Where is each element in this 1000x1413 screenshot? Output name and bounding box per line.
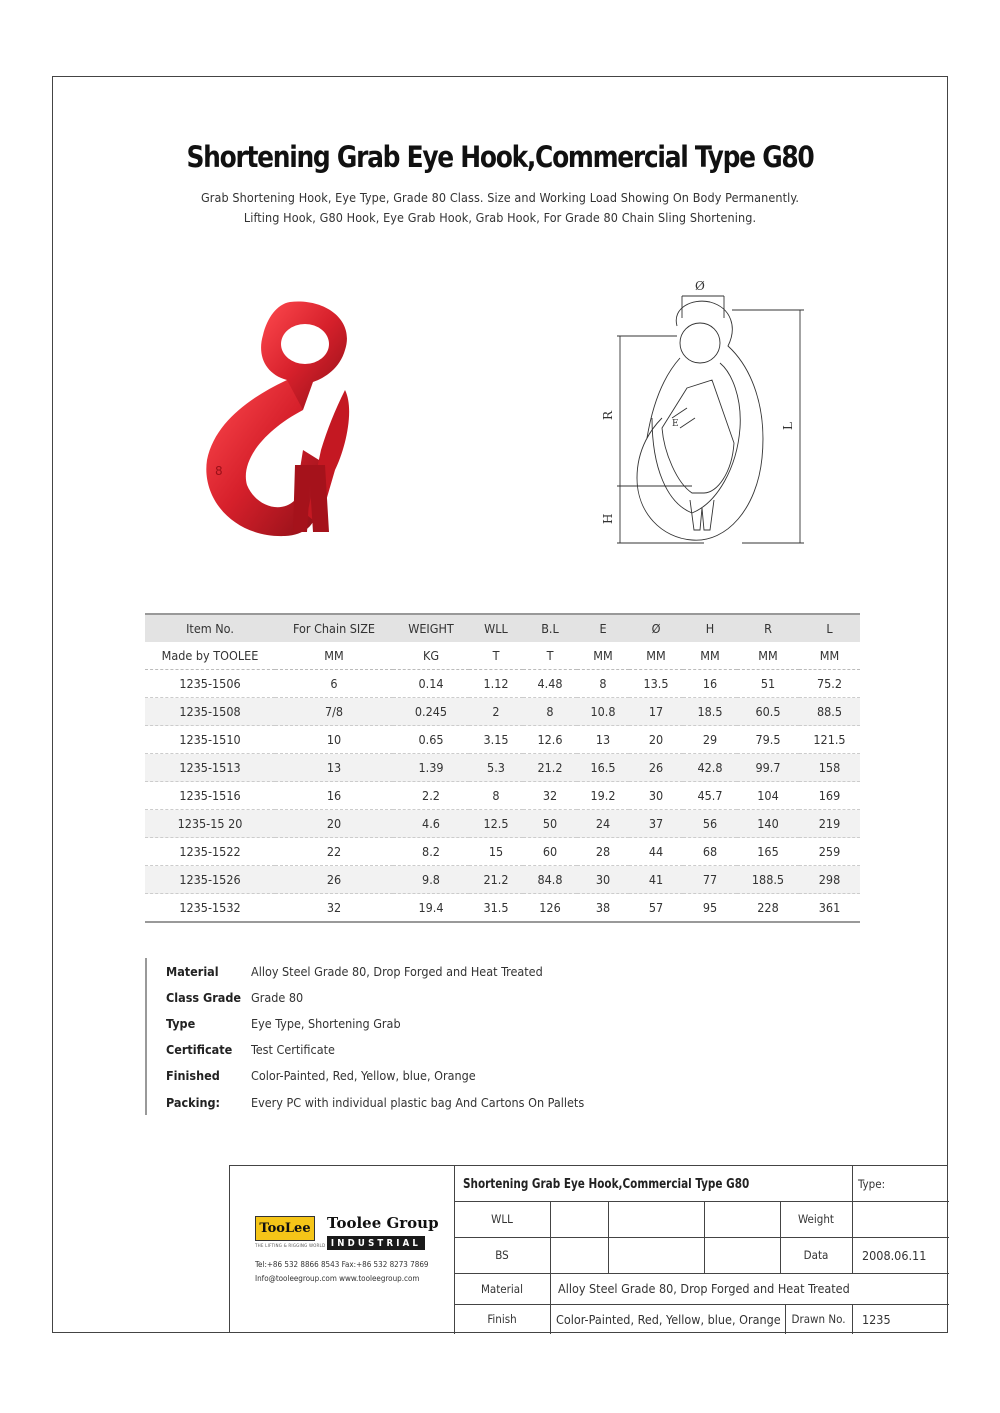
page-title: Shortening Grab Eye Hook,Commercial Type G80 — [186, 140, 814, 174]
table-cell: 8 — [469, 782, 523, 810]
table-cell: 158 — [799, 754, 860, 782]
table-cell: 7/8 — [275, 698, 393, 726]
property-value: Eye Type, Shortening Grab — [251, 1015, 401, 1031]
table-cell: 50 — [523, 810, 577, 838]
table-cell: 140 — [737, 810, 799, 838]
property-row — [166, 958, 666, 984]
table-cell: 19.2 — [577, 782, 629, 810]
unit-cell: MM — [737, 642, 799, 670]
table-cell: 18.5 — [683, 698, 737, 726]
table-row — [145, 810, 860, 838]
tb-finish-label: Finish — [487, 1312, 517, 1326]
table-cell: 57 — [629, 894, 683, 923]
table-cell: 41 — [629, 866, 683, 894]
table-cell: 44 — [629, 838, 683, 866]
table-cell: 121.5 — [799, 726, 860, 754]
tb-wll-label: WLL — [491, 1212, 513, 1226]
table-cell: 13.5 — [629, 670, 683, 698]
unit-cell: MM — [799, 642, 860, 670]
label-H: H — [601, 513, 615, 524]
header-cell: Ø — [629, 614, 683, 642]
table-units-row — [145, 642, 860, 670]
table-cell: 60.5 — [737, 698, 799, 726]
hook-photo — [195, 300, 395, 540]
photo-mark: 8 — [215, 464, 223, 478]
property-value: Every PC with individual plastic bag And Cartons On Pallets — [251, 1094, 585, 1110]
table-cell: 13 — [577, 726, 629, 754]
table-cell: 1235-1513 — [145, 754, 275, 782]
unit-cell: MM — [629, 642, 683, 670]
unit-cell: T — [469, 642, 523, 670]
property-value: Test Certificate — [251, 1042, 335, 1058]
properties-list — [145, 958, 666, 1115]
table-cell: 104 — [737, 782, 799, 810]
property-key: Type — [166, 1015, 196, 1031]
table-cell: 45.7 — [683, 782, 737, 810]
table-cell: 4.48 — [523, 670, 577, 698]
table-cell: 12.5 — [469, 810, 523, 838]
header-cell: R — [737, 614, 799, 642]
table-cell: 165 — [737, 838, 799, 866]
table-cell: 259 — [799, 838, 860, 866]
table-cell: 1235-1532 — [145, 894, 275, 923]
table-cell: 1235-1506 — [145, 670, 275, 698]
table-cell: 1235-1508 — [145, 698, 275, 726]
table-cell: 0.65 — [393, 726, 469, 754]
property-value: Grade 80 — [251, 989, 304, 1005]
table-cell: 3.15 — [469, 726, 523, 754]
contact-web: Info@tooleegroup.com www.tooleegroup.com — [255, 1274, 420, 1283]
table-cell: 84.8 — [523, 866, 577, 894]
header-cell: For Chain SIZE — [275, 614, 393, 642]
property-key: Material — [166, 963, 219, 979]
table-header-row — [145, 614, 860, 642]
table-cell: 8 — [523, 698, 577, 726]
tb-type-label: Type: — [858, 1176, 886, 1191]
table-cell: 0.245 — [393, 698, 469, 726]
table-cell: 24 — [577, 810, 629, 838]
property-row — [166, 1037, 666, 1063]
table-cell: 29 — [683, 726, 737, 754]
property-key: Certificate — [166, 1042, 233, 1058]
table-cell: 22 — [275, 838, 393, 866]
label-diameter: Ø — [695, 279, 705, 293]
table-cell: 30 — [577, 866, 629, 894]
header-cell: H — [683, 614, 737, 642]
table-row — [145, 838, 860, 866]
table-cell: 77 — [683, 866, 737, 894]
table-cell: 2 — [469, 698, 523, 726]
table-cell: 10 — [275, 726, 393, 754]
title-block — [229, 1165, 948, 1333]
table-cell: 20 — [275, 810, 393, 838]
tb-bs-label: BS — [495, 1248, 509, 1262]
table-cell: 95 — [683, 894, 737, 923]
unit-cell: T — [523, 642, 577, 670]
table-row — [145, 726, 860, 754]
property-key: Class Grade — [166, 989, 242, 1005]
table-cell: 30 — [629, 782, 683, 810]
property-row — [166, 1010, 666, 1036]
table-cell: 228 — [737, 894, 799, 923]
company-subtitle: INDUSTRIAL — [327, 1236, 425, 1250]
table-cell: 17 — [629, 698, 683, 726]
table-cell: 38 — [577, 894, 629, 923]
table-cell: 1235-1522 — [145, 838, 275, 866]
tb-date-value: 2008.06.11 — [862, 1247, 927, 1263]
table-cell: 60 — [523, 838, 577, 866]
tb-material-label: Material — [480, 1281, 524, 1296]
table-cell: 188.5 — [737, 866, 799, 894]
table-cell: 8.2 — [393, 838, 469, 866]
table-row — [145, 698, 860, 726]
table-cell: 9.8 — [393, 866, 469, 894]
table-row — [145, 670, 860, 698]
table-cell: 20 — [629, 726, 683, 754]
table-cell: 16 — [275, 782, 393, 810]
table-cell: 19.4 — [393, 894, 469, 923]
tb-finish-value: Color-Painted, Red, Yellow, blue, Orange — [556, 1311, 781, 1327]
table-cell: 16.5 — [577, 754, 629, 782]
table-cell: 1235-15 20 — [145, 810, 275, 838]
table-cell: 32 — [523, 782, 577, 810]
table-cell: 1235-1516 — [145, 782, 275, 810]
unit-cell: MM — [275, 642, 393, 670]
table-cell: 21.2 — [523, 754, 577, 782]
property-key: Packing: — [166, 1094, 221, 1110]
unit-cell: MM — [577, 642, 629, 670]
table-cell: 6 — [275, 670, 393, 698]
toolee-logo: TooLee — [255, 1216, 315, 1241]
table-cell: 361 — [799, 894, 860, 923]
table-cell: 8 — [577, 670, 629, 698]
spec-table — [145, 613, 860, 923]
table-cell: 28 — [577, 838, 629, 866]
unit-cell: MM — [683, 642, 737, 670]
tb-date-label: Data — [803, 1248, 829, 1262]
table-cell: 298 — [799, 866, 860, 894]
table-cell: 16 — [683, 670, 737, 698]
tb-product-title: Shortening Grab Eye Hook,Commercial Type G80 — [463, 1175, 750, 1192]
table-cell: 126 — [523, 894, 577, 923]
tb-material-value: Alloy Steel Grade 80, Drop Forged and Heat Treated — [558, 1281, 850, 1296]
tb-drawn-value: 1235 — [862, 1311, 891, 1327]
subtitle-line-1: Grab Shortening Hook, Eye Type, Grade 80 Class. Size and Working Load Showing On Body Permanently. — [200, 190, 800, 205]
property-key: Finished — [166, 1068, 220, 1084]
table-cell: 26 — [629, 754, 683, 782]
property-row — [166, 1089, 666, 1115]
property-row — [166, 984, 666, 1010]
company-name: Toolee Group — [327, 1214, 439, 1232]
property-value: Color-Painted, Red, Yellow, blue, Orange — [251, 1068, 476, 1084]
table-row — [145, 782, 860, 810]
table-cell: 1.39 — [393, 754, 469, 782]
header-cell: WEIGHT — [393, 614, 469, 642]
contact-phone: Tel:+86 532 8866 8543 Fax:+86 532 8273 7869 — [255, 1260, 429, 1269]
table-cell: 68 — [683, 838, 737, 866]
table-cell: 21.2 — [469, 866, 523, 894]
table-cell: 56 — [683, 810, 737, 838]
table-cell: 219 — [799, 810, 860, 838]
label-R: R — [601, 410, 615, 420]
header-cell: E — [577, 614, 629, 642]
table-cell: 37 — [629, 810, 683, 838]
table-cell: 5.3 — [469, 754, 523, 782]
table-cell: 51 — [737, 670, 799, 698]
table-cell: 2.2 — [393, 782, 469, 810]
table-row — [145, 894, 860, 923]
subtitle-line-2: Lifting Hook, G80 Hook, Eye Grab Hook, Grab Hook, For Grade 80 Chain Sling Shortening. — [243, 210, 757, 225]
logo-tagline: THE LIFTING & RIGGING WORLD — [255, 1244, 326, 1249]
table-cell: 75.2 — [799, 670, 860, 698]
table-cell: 1235-1510 — [145, 726, 275, 754]
table-cell: 26 — [275, 866, 393, 894]
table-cell: 79.5 — [737, 726, 799, 754]
table-cell: 42.8 — [683, 754, 737, 782]
property-value: Alloy Steel Grade 80, Drop Forged and Heat Treated — [251, 963, 543, 979]
table-cell: 1.12 — [469, 670, 523, 698]
unit-cell: KG — [393, 642, 469, 670]
hook-drawing — [592, 268, 812, 558]
tb-drawn-label: Drawn No. — [791, 1312, 846, 1326]
table-cell: 10.8 — [577, 698, 629, 726]
table-cell: 15 — [469, 838, 523, 866]
table-row — [145, 866, 860, 894]
table-cell: 32 — [275, 894, 393, 923]
table-cell: 99.7 — [737, 754, 799, 782]
table-cell: 12.6 — [523, 726, 577, 754]
table-cell: 169 — [799, 782, 860, 810]
table-cell: 31.5 — [469, 894, 523, 923]
unit-cell: Made by TOOLEE — [145, 642, 275, 670]
table-cell: 13 — [275, 754, 393, 782]
property-row — [166, 1063, 666, 1089]
header-cell: Item No. — [145, 614, 275, 642]
tb-weight-label: Weight — [798, 1212, 834, 1226]
table-cell: 1235-1526 — [145, 866, 275, 894]
header-cell: B.L — [523, 614, 577, 642]
label-L: L — [781, 422, 795, 430]
table-cell: 88.5 — [799, 698, 860, 726]
header-cell: L — [799, 614, 860, 642]
table-row — [145, 754, 860, 782]
label-E: E — [672, 419, 679, 429]
table-cell: 0.14 — [393, 670, 469, 698]
table-cell: 4.6 — [393, 810, 469, 838]
header-cell: WLL — [469, 614, 523, 642]
